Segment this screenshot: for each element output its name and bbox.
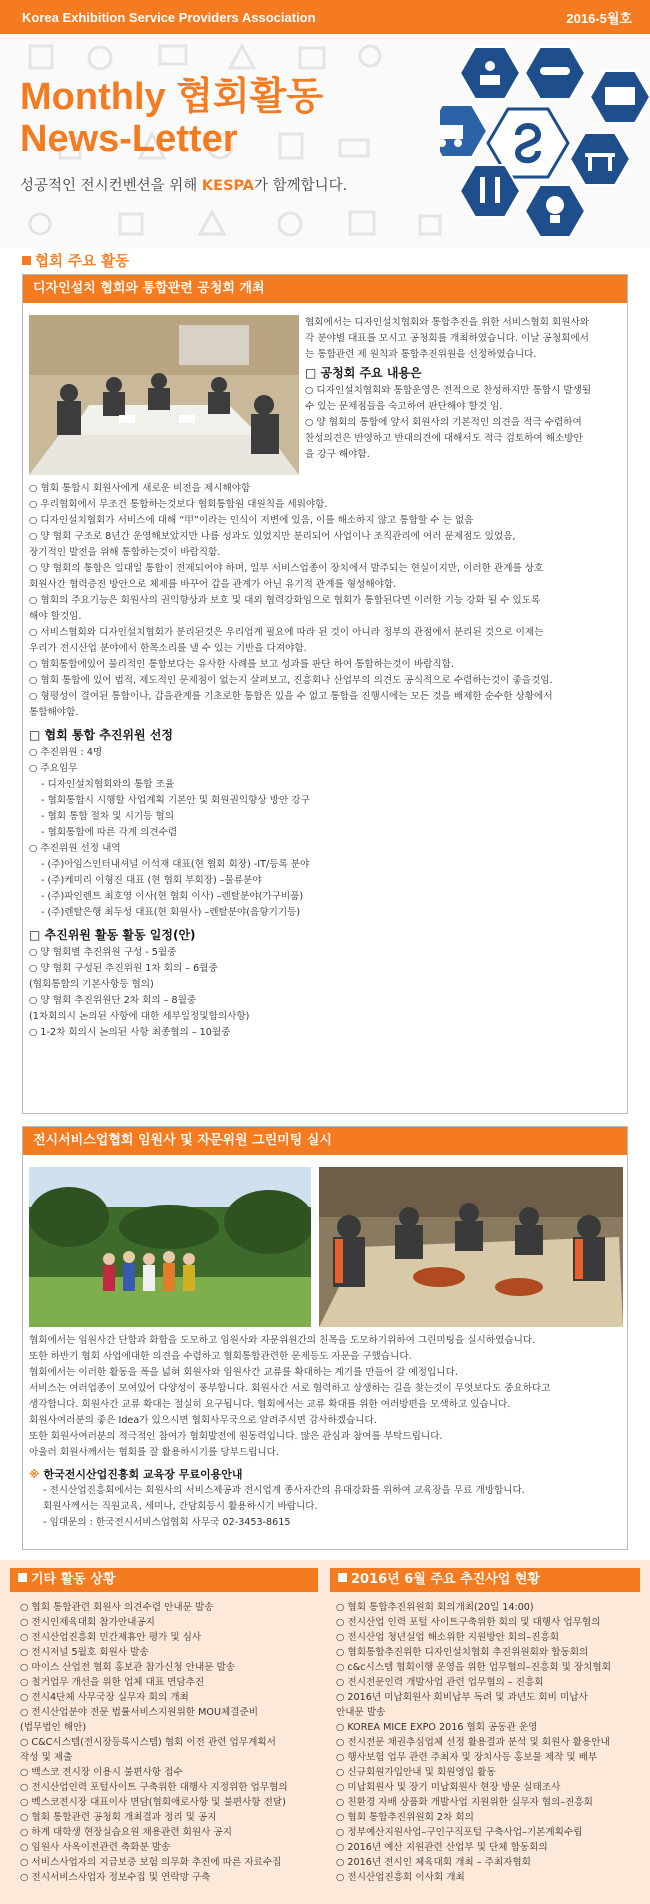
list-item: ○ 2016년 전시인 체육대회 개최 – 주최자협회 — [336, 1857, 531, 1868]
list-item: ○ 하계 대학생 현장실습요원 채용관련 회원사 공지 — [20, 1827, 233, 1838]
list-item: ○ 전시저널 5월호 회원사 발송 — [20, 1647, 149, 1658]
list-item: ○ 정부예산지원사업–구인구직포털 구축사업–기본계획수립 — [336, 1827, 583, 1838]
body-line: 생각합니다. 회원사간 교류 확대는 절실히 요구됩니다. 협회에서는 교류 확대를 위한 여러방편을 모색하고 있습니다. — [29, 1399, 511, 1410]
hearing-heading: □ 공청회 주요 내용은 — [305, 366, 422, 380]
committee-item: ○ 주요임무 — [29, 763, 78, 774]
list-item: ○ 마이스 산업전 협회 홍보관 참가신청 안내문 발송 — [20, 1662, 236, 1673]
list-item: ○ 전시산업진흥회 민간제휴안 평가 및 심사 — [20, 1632, 202, 1643]
subtitle-pre: 성공적인 전시컨벤션을 위해 — [20, 178, 202, 194]
hearing-item: 찬성의견은 반영하고 반대의견에 대해서도 적극 검토하여 해소방안 — [305, 433, 583, 444]
list-item: ○ 전시인제육대회 참가안내공지 — [20, 1617, 155, 1628]
list-item: ○ 협회통합추진위한 디자인설치협회 추진위원회와 합동회의 — [336, 1647, 589, 1658]
schedule-item: (1차회의시 논의된 사항에 대한 세부일정및합의사항) — [29, 1011, 250, 1022]
hearing-point: 통합해야함. — [29, 707, 79, 718]
list-item: ○ 전시산업 인력 포털 사이트구축위한 회의 및 대행사 업무협의 — [336, 1617, 601, 1628]
article2-title: 전시서비스업협회 임원사 및 자문위원 그린미팅 실시 — [23, 1127, 627, 1155]
committee-item: - 협회통합시 시행할 사업계획 기본안 및 회원권익향상 방안 강구 — [41, 795, 310, 806]
intro-line: 협회에서는 디자인설치협회와 통합추진을 위한 서비스협회 회원사와 — [305, 317, 590, 328]
article-integration-hearing — [22, 274, 628, 1114]
list-item: ○ 협회 통합추진위원회 2차 회의 — [336, 1812, 474, 1823]
list-item: ○ 전시산업인력 포털사이트 구축위한 대행사 지정위한 업무협의 — [20, 1782, 288, 1793]
intro-line: 는 통합관련 제 원칙과 통합추진위원을 선정하였습니다. — [305, 349, 537, 360]
hearing-item: ○ 디자인설치협회와 통합운영은 전적으로 찬성하지만 통합시 발생될 — [305, 385, 592, 396]
list-item: ○ 임원사 사옥이전관련 축화분 발송 — [20, 1842, 171, 1853]
other-activities-list — [20, 1600, 320, 1885]
body-line: 회원사여러분의 좋은 Idea가 있으시면 협회사무국으로 알려주시면 감사하겠습니다. — [29, 1415, 377, 1426]
list-item: ○ C&C시스템(전시장등록시스템) 협회 이전 관련 업무계획서 — [20, 1737, 276, 1748]
hexagon-logo-cluster — [440, 39, 650, 244]
newsletter-header — [0, 34, 650, 248]
article1-title: 디자인설치 협회와 통합관련 공청회 개최 — [23, 275, 627, 303]
schedule-heading: □ 추진위원 활동 활동 일정(안) — [29, 928, 196, 942]
committee-item: - 디자인설치협회와의 통합 조율 — [41, 779, 175, 790]
hearing-point: 회원사간 협력증진 방안으로 체제를 바꾸어 갑을 관계가 아닌 유기적 관계를 형성해야함. — [29, 579, 397, 590]
list-item: (법무법인 해안) — [20, 1722, 87, 1733]
hearing-item: 수 있는 문제점들을 숙고하여 판단해야 할것 임. — [305, 401, 503, 412]
newsletter-title — [20, 76, 323, 160]
hex-meeting-icon — [460, 47, 520, 99]
newsletter-subtitle — [20, 174, 347, 195]
june-plans-heading-text: 2016년 6월 주요 추진사업 현황 — [351, 1572, 540, 1587]
hearing-point: ○ 서비스협회와 디자인설치협회가 분리된것은 우리업계 필요에 따라 된 것이 아니라 정부의 관점에서 분리된 것으로 이제는 — [29, 627, 544, 638]
article-green-meeting — [22, 1126, 628, 1550]
subtitle-post: 가 함께합니다. — [254, 178, 348, 194]
dinner-meeting-photo — [319, 1167, 623, 1327]
list-item: ○ 신규회원가입안내 및 회원영입 활동 — [336, 1767, 496, 1778]
hearing-point: ○ 형평성이 결여된 통합이나, 갑을관계를 기초로한 통합은 있을 수 없고 통합을 진행시에는 모든 것을 배제한 순수한 상황에서 — [29, 691, 553, 702]
list-item: ○ 2016년 미납회원사 회비납부 독려 및 과년도 회비 미납사 — [336, 1692, 588, 1703]
committee-item: - (주)케미리 이형진 대표 (현 협회 부회장) –물류분야 — [41, 875, 262, 886]
hearing-item: ○ 양 협회의 통합에 앞서 회원사의 기본적인 의견을 적극 수렴하여 — [305, 417, 582, 428]
issue-date: 2016-5월호 — [566, 10, 632, 26]
reference-mark-icon: ※ — [29, 1468, 44, 1481]
org-name: Korea Exhibition Service Providers Association — [22, 9, 316, 25]
notice-item: 회원사께서는 직원교육, 세미나, 간담회등시 활용하시기 바랍니다. — [43, 1501, 318, 1512]
hearing-point: ○ 협회 통합시 회원사에게 새로운 비전을 제시해야함 — [29, 483, 251, 494]
list-item: ○ 전시4단체 사무국장 실무자 회의 개최 — [20, 1692, 189, 1703]
list-item: ○ 전시서비스사업자 정보수집 및 연락망 구축 — [20, 1872, 211, 1883]
list-item: ○ c&c시스템 협회이행 운영을 위한 업무협의–진흥회 및 장치협회 — [336, 1662, 611, 1673]
committee-item: - (주)파인렌트 최호영 이사(현 협회 이사) –렌탈분야(가구비품) — [41, 891, 304, 902]
golf-group-photo — [29, 1167, 311, 1327]
body-line: 협회에서는 임원사간 단합과 화합을 도모하고 임원사와 자문위원간의 친목을 도모하기위하여 그린미팅을 실시하였습니다. — [29, 1335, 536, 1346]
june-plans-heading — [330, 1568, 640, 1592]
hearing-meeting-photo — [29, 315, 299, 475]
list-item: ○ 전시전문인력 개발사업 관련 업무협의 – 진흥회 — [336, 1677, 544, 1688]
hearing-point: 장기적인 발전을 위해 통합하는것이 바람직함. — [29, 547, 221, 558]
hearing-point: ○ 협회 통합에 있어 법적, 제도적인 문제점이 없는지 살펴보고, 진흥회나 산업부의 의견도 공식적으로 수렴하는것이 좋을것임. — [29, 675, 553, 686]
notice-title-text: 한국전시산업진흥회 교육장 무료이용안내 — [43, 1468, 243, 1481]
square-bullet-icon — [338, 1573, 347, 1582]
committee-heading: □ 협회 통합 추진위원 선정 — [29, 728, 173, 742]
intro-line: 각 분야별 대표를 모시고 공청회를 개최하였습니다. 이날 공청회에서 — [305, 333, 589, 344]
body-line: 협회에서는 이러한 활동을 폭을 넓혀 회원사와 임원사간 교류를 확대하는 계기를 만들어 갈 예정입니다. — [29, 1367, 458, 1378]
hearing-point: ○ 협회통합에있어 물리적인 통합보다는 유사한 사례를 보고 성과를 판단 하여 통합하는것이 바람직함. — [29, 659, 454, 670]
list-item: 안내문 발송 — [336, 1707, 386, 1718]
notice-item: - 임대문의 : 한국전시서비스업협회 사무국 02-3453-8615 — [43, 1517, 291, 1528]
title-line1: Monthly 협회활동 — [20, 76, 324, 118]
list-item: ○ 전시산업분야 전문 법률서비스지원위한 MOU체결준비 — [20, 1707, 259, 1718]
list-item: ○ 전시전문 채권추심업체 선정 활용결과 분석 및 회원사 활용안내 — [336, 1737, 610, 1748]
schedule-item: ○ 양 협회 구성된 추진위원 1차 회의 – 6월중 — [29, 963, 218, 974]
notice-title — [29, 1467, 625, 1483]
list-item: ○ 2016년 예산 지원관련 산업부 및 단체 합동회의 — [336, 1842, 548, 1853]
top-bar — [0, 0, 650, 34]
hearing-point: ○ 디자인설치협회가 서비스에 대해 “甲”이라는 인식이 저변에 있음, 이를 해소하지 않고 통합할 수 는 없음 — [29, 515, 474, 526]
list-item: ○ 미납회원사 및 장기 미납회원사 현장 방문 실태조사 — [336, 1782, 561, 1793]
subtitle-brand: KESPA — [201, 178, 255, 194]
section-heading — [22, 250, 129, 271]
list-item: ○ KOREA MICE EXPO 2016 협회 공동관 운영 — [336, 1722, 538, 1733]
schedule-item: ○ 양 협회 추진위원단 2차 회의 – 8월중 — [29, 995, 197, 1006]
committee-item: ○ 추진위원 : 4명 — [29, 747, 103, 758]
list-item: ○ 행사보험 업무 관련 주최자 및 장치사등 홍보물 제작 및 배부 — [336, 1752, 598, 1763]
body-line: 서비스는 여러업종이 모여있어 다양성이 풍부합니다. 회원사간 서로 협력하고 상생하는 길을 찾는것이 무엇보다도 중요하다고 — [29, 1383, 551, 1394]
schedule-item: ○ 양 협회별 추진위원 구성 - 5월중 — [29, 947, 177, 958]
list-item: ○ 전시산업 청년실업 해소위한 지원방안 회의–진흥회 — [336, 1632, 560, 1643]
hearing-point: ○ 우리협회에서 무조건 통합하는것보다 협회통합원 대원칙을 세워야함. — [29, 499, 328, 510]
list-item: ○ 친환경 자배 상품화 개발사업 지원위한 실무자 협의–진흥회 — [336, 1797, 593, 1808]
notice-item: - 전시산업진흥회에서는 회원사의 서비스제공과 전시업계 종사자간의 유대강화를 위하여 교육장을 무료 개방합니다. — [43, 1485, 525, 1496]
list-item: ○ 협회 통합관련 공청회 개최결과 정리 및 공지 — [20, 1812, 217, 1823]
list-item: ○ 서비스사업자의 지급보증 보험 의무화 추진에 따른 자료수집 — [20, 1857, 282, 1868]
hearing-point: ○ 협회의 주요기능은 회원사의 권익향상과 보호 및 대외 협력강화임으로 협회가 통합된다면 이러한 기능 강화 될 수 있도록 — [29, 595, 541, 606]
committee-item: ○ 추진위원 선정 내역 — [29, 843, 121, 854]
other-activities-heading — [10, 1568, 318, 1592]
body-line: 또한 하반기 협회 사업에대한 의견을 수렴하고 협회통합관련한 문제등도 자문을 구했습니다. — [29, 1351, 412, 1362]
article2-body — [29, 1333, 625, 1531]
body-line: 아울러 회원사께서는 협회를 잘 활용하시기를 당부드립니다. — [29, 1447, 279, 1458]
june-plans-list — [336, 1600, 640, 1885]
hearing-point: ○ 양 협회 구조로 8년간 운영해보았지만 나름 성과도 있었지만 분리되어 사업이나 조직관리에 여러 문제점도 있었음, — [29, 531, 516, 542]
committee-item: - 협회 통합 절차 및 시기등 협의 — [41, 811, 174, 822]
article1-intro — [305, 315, 623, 463]
list-item: ○ 철거업무 개선을 위한 업체 대표 면담추진 — [20, 1677, 205, 1688]
list-item: ○ 백스코 전시장 이용시 불편사항 접수 — [20, 1767, 183, 1778]
hex-desk-icon — [570, 133, 630, 185]
committee-item: - (주)렌탈은행 최두성 대표(현 회원사) –렌탈분야(음향기기등) — [41, 907, 301, 918]
article1-full-items — [29, 481, 625, 1041]
body-line: 또한 회원사여러분의 적극적인 참여가 협회발전에 원동력입니다. 많은 관심과 참여를 부탁드립니다. — [29, 1431, 443, 1442]
hearing-point: 해야 할것임. — [29, 611, 82, 622]
title-line2: News-Letter — [20, 118, 238, 160]
square-bullet-icon — [22, 256, 31, 265]
list-item: ○ 벡스코전시장 대표이사 면담(협회애로사항 및 불편사항 전달) — [20, 1797, 286, 1808]
list-item: 작성 및 제출 — [20, 1752, 73, 1763]
hearing-item: 을 강구 해야함. — [305, 449, 370, 460]
section-heading-text: 협회 주요 활동 — [35, 254, 130, 270]
schedule-item: (협회통합의 기본사항등 협의) — [29, 979, 154, 990]
list-item: ○ 전시산업진흥회 이사회 개최 — [336, 1872, 465, 1883]
list-item: ○ 협회 통합추진위원회 회의개최(20일 14:00) — [336, 1602, 534, 1613]
committee-item: - 협회통합에 따른 각계 의견수렴 — [41, 827, 178, 838]
committee-item: - (주)아임스인터내셔널 이석재 대표(현 협회 회장) -IT/등록 분야 — [41, 859, 310, 870]
square-bullet-icon — [18, 1573, 27, 1582]
other-activities-heading-text: 기타 활동 상황 — [31, 1572, 116, 1587]
hearing-point: 우리가 전시산업 분야에서 한목소리를 낼 수 있는 기반을 다져야함. — [29, 643, 307, 654]
list-item: ○ 협회 통합관련 회원사 의견수렴 안내문 발송 — [20, 1602, 214, 1613]
schedule-item: ○ 1-2차 회의시 논의된 사항 최종협의 – 10월중 — [29, 1027, 231, 1038]
hearing-point: ○ 양 협회의 통합은 일대일 통합이 전제되어야 하며, 일부 서비스업종이 장치에서 발주되는 현실이지만, 이러한 관계를 상호 — [29, 563, 544, 574]
